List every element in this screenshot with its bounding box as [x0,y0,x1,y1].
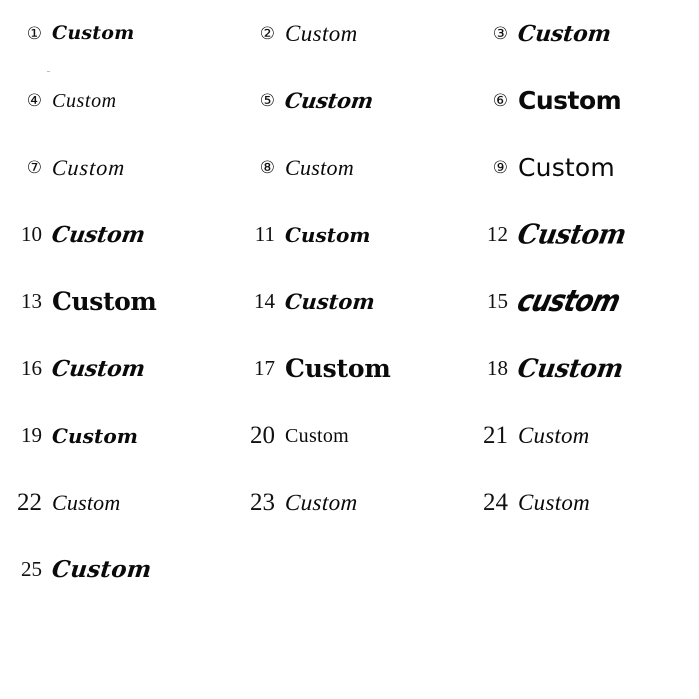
font-option[interactable] [0,67,233,134]
font-option[interactable] [466,134,699,201]
font-option[interactable] [466,0,699,67]
font-option-sample: custom [513,284,624,319]
font-option-number: 18 [487,356,508,380]
font-option-number: 12 [487,222,508,246]
font-option-sample: Custom [518,86,622,115]
font-option-number: ⑨ [492,158,508,177]
font-option-number: ⑤ [259,91,275,110]
font-option-number: ⑥ [492,91,508,110]
font-option-sample: Custom [52,287,157,316]
font-option-sample: Custom [52,489,121,515]
font-option[interactable] [0,268,233,335]
font-option-number: ① [26,24,42,43]
font-option[interactable] [0,469,233,536]
font-option-number: 17 [254,356,275,380]
font-option-sample: Custom [285,21,358,46]
font-option-sample: Custom [52,22,135,44]
font-option[interactable] [0,335,233,402]
font-option-sample: Custom [515,218,629,251]
font-option[interactable] [466,201,699,268]
font-option-sample: Custom [515,353,626,384]
font-option-sample: Custom [51,154,127,180]
font-option[interactable] [0,201,233,268]
font-option-sample: Custom [50,556,153,583]
font-option-sample: Custom [283,88,375,113]
font-option-number: ⑦ [26,158,42,177]
font-option-number: ④ [26,91,42,110]
font-option[interactable] [233,67,466,134]
font-option[interactable] [0,536,233,603]
font-option-number: 11 [254,222,275,246]
font-option[interactable] [466,268,699,335]
font-option[interactable] [466,402,699,469]
font-option[interactable] [233,134,466,201]
font-option[interactable] [0,402,233,469]
font-option-sample: Custom [285,154,355,180]
font-option[interactable] [233,268,466,335]
font-option-sample: Custom [518,153,615,182]
font-option-sample: Custom [52,89,117,112]
font-option-sample: Custom [283,289,376,314]
font-option-number: 22 [17,489,42,516]
font-option[interactable] [0,134,233,201]
font-option[interactable] [233,469,466,536]
font-option[interactable] [0,0,233,67]
font-option-number: 19 [21,423,42,447]
font-option-number: ⑧ [259,158,275,177]
font-option[interactable] [233,0,466,67]
font-option-number: 15 [487,289,508,313]
font-option-number: ② [259,24,275,43]
font-option-sample: Custom [285,222,371,247]
font-option[interactable] [466,469,699,536]
font-option[interactable] [466,335,699,402]
font-option-number: 24 [483,489,508,516]
font-option-sample: Custom [516,20,613,47]
font-option-number: ③ [492,24,508,43]
font-option-number: 23 [250,489,275,516]
font-option-number: 10 [21,222,42,246]
font-option-number: 16 [21,356,42,380]
font-option-sample: Custom [518,490,591,515]
font-option-sample: Custom [49,221,147,248]
font-option-number: 13 [21,289,42,313]
font-option[interactable] [233,402,466,469]
font-option-sample: Custom [285,424,350,447]
font-option-sample: Custom [52,423,139,448]
font-option[interactable] [466,67,699,134]
font-option-number: 20 [250,422,275,449]
font-option-sample: Custom [50,355,147,382]
font-option-sample: Custom [284,490,359,515]
font-option-number: 25 [21,557,42,581]
font-option-sample: Custom [518,423,590,448]
font-option[interactable] [233,335,466,402]
font-option[interactable] [233,201,466,268]
font-option-number: 21 [483,422,508,449]
font-option-sample: Custom [285,354,391,383]
font-option-number: 14 [254,289,275,313]
